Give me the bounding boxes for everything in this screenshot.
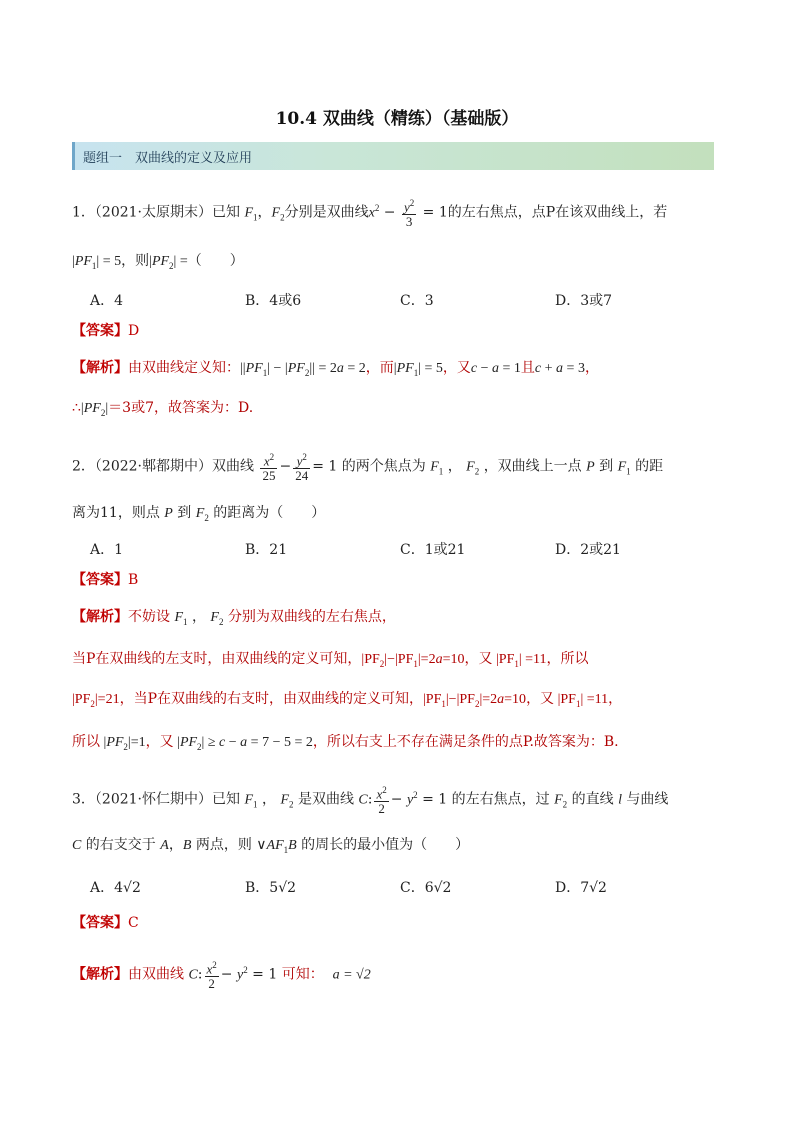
q2-analysis-line4: 所以 $|PF_2|=1$，又 $|PF_2| \ge c - a = 7 - 5 = 2$，所以右支上不存在满足条件的点P.故答案为：B. — [72, 734, 619, 752]
option-c[interactable]: C．3 — [400, 293, 434, 309]
q3-answer-value: C — [128, 915, 139, 931]
q3-analysis: 【解析】由双曲线 C: $\frac{x^2}{2}$ − $y^2 = 1$ 可知： a = √2 — [72, 960, 371, 992]
q2-analysis-line3: $|PF_2|=21$，当P在双曲线的右支时，由双曲线的定义可知，$|PF_1|-|PF_2|=2a=10$，又 $|PF_1| =11$， — [72, 691, 623, 709]
q2-source: （2022·郫都期中） — [94, 458, 213, 475]
option-b[interactable]: B．21 — [245, 542, 288, 558]
option-c[interactable]: C．1或21 — [400, 542, 466, 558]
q1-number: 1． — [72, 204, 95, 221]
q3-stem: 3．（2021·怀仁期中）已知 $F_1$ ， $F_2$ 是双曲线 C: $\frac{x^2}{2}$ − $y^2 = 1$ 的左右焦点，过 $F_2$ 的直线 l 与曲线 — [72, 785, 669, 817]
q3-source: （2021·怀仁期中） — [94, 791, 213, 808]
page-title: 10.4 双曲线（精练）（基础版） — [275, 109, 519, 129]
group-header — [72, 142, 714, 170]
option-b[interactable]: B．4或6 — [245, 293, 302, 309]
q1-answer: 【答案】D — [72, 323, 140, 339]
q3-answer: 【答案】C — [72, 915, 139, 931]
option-a[interactable]: A．1 — [90, 542, 124, 558]
q2-stem-line2: 离为11，则点 P 到 $F_2$ 的距离为（ ） — [72, 505, 326, 523]
q3-stem-line2: C 的右支交于 A，B 两点，则 $\vee AF_1B$ 的周长的最小值为（ ） — [72, 837, 470, 855]
q1-source: （2021·太原期末） — [94, 204, 213, 221]
q1-answer-value: D — [128, 323, 140, 339]
q1-stem-line2: $|PF_1| = 5$，则$|PF_2|$ =（ ） — [72, 253, 244, 271]
q1-analysis-line2: $\therefore|PF_2|=3$或7，故答案为：D. — [72, 400, 254, 418]
option-d[interactable]: D．7√2 — [555, 880, 607, 896]
option-a[interactable]: A．4√2 — [90, 880, 141, 896]
q2-answer: 【答案】B — [72, 572, 139, 588]
q2-answer-value: B — [128, 572, 139, 588]
q3-number: 3． — [72, 791, 95, 808]
option-c[interactable]: C．6√2 — [400, 880, 452, 896]
q2-number: 2． — [72, 458, 95, 475]
option-d[interactable]: D．3或7 — [555, 293, 613, 309]
q2-analysis-line2: 当P在双曲线的左支时，由双曲线的定义可知，$|PF_2|-|PF_1|=2a=10$，又 $|PF_1| =11$，所以 — [72, 651, 589, 669]
q2-analysis: 【解析】不妨设 $F_1$ ， $F_2$ 分别为双曲线的左右焦点， — [72, 609, 396, 627]
group-title: 题组一 双曲线的定义及应用 — [83, 151, 253, 166]
option-b[interactable]: B．5√2 — [245, 880, 297, 896]
option-a[interactable]: A．4 — [90, 293, 124, 309]
q1-stem: 1．（2021·太原期末）已知 $F_1$，$F_2$分别是双曲线$x^2$ − $\frac{y^2}{3}$ = 1的左右焦点，点P在该双曲线上，若 — [72, 198, 668, 230]
q2-stem: 2．（2022·郫都期中）双曲线 $\frac{x^2}{25}$ − $\frac{y^2}{24}$ = 1 的两个焦点为 $F_1$ ， $F_2$ ，双曲线上一点 P 到 $F_1$ 的距 — [72, 452, 664, 484]
option-d[interactable]: D．2或21 — [555, 542, 621, 558]
q1-analysis: 【解析】由双曲线定义知：$||PF_1| - |PF_2|| = 2a = 2$，而$|PF_1| = 5$，又c − a = 1且c + a = 3， — [72, 360, 599, 378]
